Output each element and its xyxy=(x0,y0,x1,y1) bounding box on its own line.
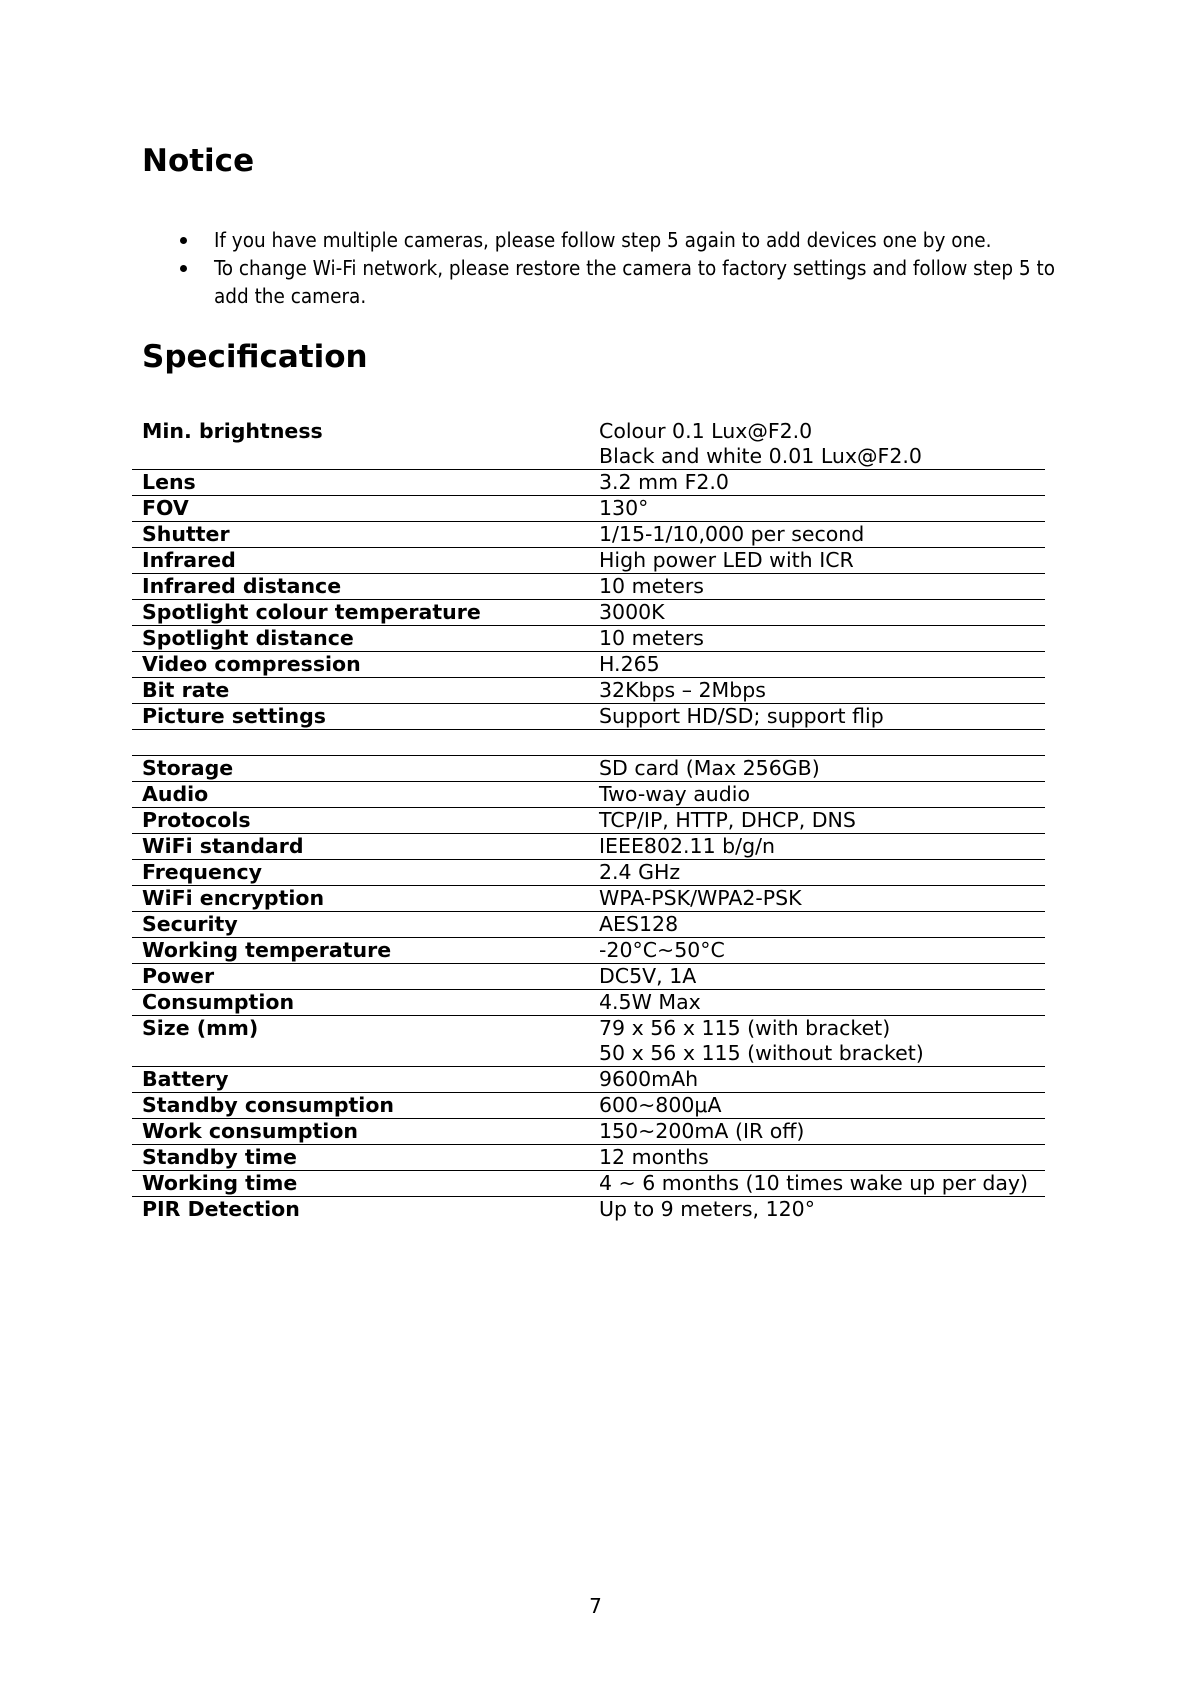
spec-value-line: IEEE802.11 b/g/n xyxy=(599,834,775,858)
table-row xyxy=(132,1067,1045,1093)
spec-label: Working time xyxy=(132,1171,589,1197)
spec-label: Security xyxy=(132,912,589,938)
spec-value-line: 10 meters xyxy=(599,626,704,650)
table-row xyxy=(132,938,1045,964)
spec-label: Min. brightness xyxy=(132,419,589,470)
spec-value xyxy=(589,496,1045,522)
bullet-icon xyxy=(180,265,187,272)
spec-value-line: SD card (Max 256GB) xyxy=(599,756,820,780)
table-row xyxy=(132,1119,1045,1145)
specification-heading: Specification xyxy=(142,339,368,375)
spec-value-line: 10 meters xyxy=(599,574,704,598)
spec-label: Consumption xyxy=(132,990,589,1016)
spec-value-line: 150~200mA (IR off) xyxy=(599,1119,805,1143)
spec-value-line: -20°C~50°C xyxy=(599,938,725,962)
spec-value xyxy=(589,574,1045,600)
table-row xyxy=(132,652,1045,678)
table-row xyxy=(132,990,1045,1016)
specification-table xyxy=(132,419,1045,1222)
spec-value-line: 4 ~ 6 months (10 times wake up per day) xyxy=(599,1171,1029,1195)
table-row xyxy=(132,1197,1045,1223)
spec-label: Storage xyxy=(132,756,589,782)
spec-value xyxy=(589,626,1045,652)
spec-value xyxy=(589,678,1045,704)
notice-heading: Notice xyxy=(142,143,255,179)
table-row xyxy=(132,496,1045,522)
spec-value-line: 12 months xyxy=(599,1145,709,1169)
table-row xyxy=(132,808,1045,834)
spec-value-line: 4.5W Max xyxy=(599,990,701,1014)
spec-value xyxy=(589,419,1045,470)
spec-label: Audio xyxy=(132,782,589,808)
spec-value-line: Support HD/SD; support flip xyxy=(599,704,884,728)
spec-value-line: 2.4 GHz xyxy=(599,860,681,884)
spec-value-line: TCP/IP, HTTP, DHCP, DNS xyxy=(599,808,856,832)
spec-value-line: High power LED with ICR xyxy=(599,548,854,572)
spec-value xyxy=(589,912,1045,938)
spec-value-line: 130° xyxy=(599,496,649,520)
list-item xyxy=(142,254,1072,310)
spec-value-line: Up to 9 meters, 120° xyxy=(599,1197,815,1221)
spec-label: Lens xyxy=(132,470,589,496)
spec-label: Power xyxy=(132,964,589,990)
table-row xyxy=(132,600,1045,626)
spec-value xyxy=(589,1093,1045,1119)
spec-value xyxy=(589,1119,1045,1145)
spec-label: Protocols xyxy=(132,808,589,834)
page-number: 7 xyxy=(589,1594,602,1618)
spec-value-line: 79 x 56 x 115 (with bracket) xyxy=(599,1016,891,1040)
spec-label: Working temperature xyxy=(132,938,589,964)
spec-value xyxy=(589,1197,1045,1223)
spec-value xyxy=(589,522,1045,548)
table-row xyxy=(132,1016,1045,1067)
spec-label: Video compression xyxy=(132,652,589,678)
spec-value-line: 9600mAh xyxy=(599,1067,699,1091)
spec-label: PIR Detection xyxy=(142,1197,300,1221)
table-row xyxy=(132,782,1045,808)
notice-list xyxy=(142,226,1072,310)
bullet-icon xyxy=(180,237,187,244)
spec-label xyxy=(132,730,589,756)
table-row xyxy=(132,678,1045,704)
spec-value-line: Colour 0.1 Lux@F2.0 xyxy=(599,419,813,443)
table-row xyxy=(132,522,1045,548)
spec-value-line: AES128 xyxy=(599,912,679,936)
notice-bullet-text: To change Wi-Fi network, please restore the camera to factory settings and follow step 5 to add the camera. xyxy=(214,256,1055,308)
spec-value xyxy=(589,860,1045,886)
spec-value xyxy=(589,756,1045,782)
table-row xyxy=(132,470,1045,496)
spec-value xyxy=(589,990,1045,1016)
spec-value xyxy=(589,808,1045,834)
spec-value xyxy=(589,834,1045,860)
spec-label: Shutter xyxy=(132,522,589,548)
spec-label: WiFi standard xyxy=(132,834,589,860)
spec-value xyxy=(589,548,1045,574)
spec-value xyxy=(589,730,1045,756)
notice-bullet-text: If you have multiple cameras, please follow step 5 again to add devices one by one. xyxy=(214,228,992,252)
spec-label: WiFi encryption xyxy=(132,886,589,912)
spec-label: FOV xyxy=(132,496,589,522)
table-row xyxy=(132,886,1045,912)
spec-value-line: 32Kbps – 2Mbps xyxy=(599,678,766,702)
spec-value-line: 50 x 56 x 115 (without bracket) xyxy=(599,1041,924,1065)
spec-label: Size (mm) xyxy=(132,1016,589,1067)
spec-value-line: Two-way audio xyxy=(599,782,750,806)
table-row xyxy=(132,756,1045,782)
spec-value-line: 3000K xyxy=(599,600,665,624)
spec-label: Infrared distance xyxy=(132,574,589,600)
spec-value xyxy=(589,886,1045,912)
list-item xyxy=(142,226,1072,254)
spec-value-line: WPA-PSK/WPA2-PSK xyxy=(599,886,802,910)
spec-value xyxy=(589,1171,1045,1197)
spec-value-line: DC5V, 1A xyxy=(599,964,697,988)
spec-value xyxy=(589,964,1045,990)
spec-value xyxy=(589,1067,1045,1093)
spec-value-line: Black and white 0.01 Lux@F2.0 xyxy=(599,444,922,468)
spec-label: Work consumption xyxy=(132,1119,589,1145)
spec-label: Standby consumption xyxy=(132,1093,589,1119)
spec-value xyxy=(589,652,1045,678)
spec-value-line: 600~800μA xyxy=(599,1093,722,1117)
spec-label: Spotlight colour temperature xyxy=(132,600,589,626)
spec-value xyxy=(589,704,1045,730)
table-row xyxy=(132,1171,1045,1197)
spec-value xyxy=(589,1145,1045,1171)
spec-label: Spotlight distance xyxy=(132,626,589,652)
spec-value-line: H.265 xyxy=(599,652,660,676)
spec-value xyxy=(589,938,1045,964)
spec-label: Battery xyxy=(132,1067,589,1093)
spec-label: Picture settings xyxy=(132,704,589,730)
table-row xyxy=(132,912,1045,938)
table-row xyxy=(132,704,1045,730)
table-row xyxy=(132,626,1045,652)
spec-label: Bit rate xyxy=(132,678,589,704)
spec-value-line: 3.2 mm F2.0 xyxy=(599,470,729,494)
table-row xyxy=(132,834,1045,860)
spec-label: Infrared xyxy=(132,548,589,574)
spec-label: Standby time xyxy=(132,1145,589,1171)
table-row xyxy=(132,964,1045,990)
table-row xyxy=(132,730,1045,756)
spec-label: Frequency xyxy=(132,860,589,886)
spec-value xyxy=(589,1016,1045,1067)
table-row xyxy=(132,419,1045,470)
table-row xyxy=(132,860,1045,886)
table-row xyxy=(132,1093,1045,1119)
table-row xyxy=(132,1145,1045,1171)
table-row xyxy=(132,548,1045,574)
table-row xyxy=(132,574,1045,600)
spec-value-line: 1/15-1/10,000 per second xyxy=(599,522,865,546)
spec-value xyxy=(589,600,1045,626)
spec-value xyxy=(589,470,1045,496)
spec-value xyxy=(589,782,1045,808)
